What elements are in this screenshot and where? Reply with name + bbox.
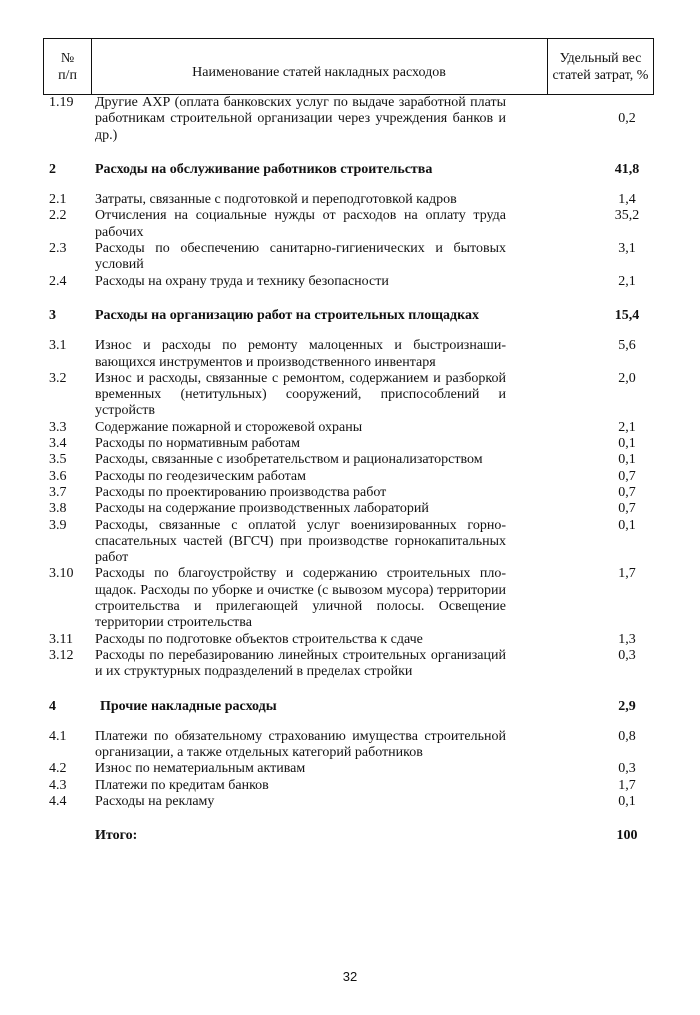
row-value: 15,4	[614, 307, 640, 323]
row-number: 2	[49, 161, 56, 177]
section-row	[0, 308, 700, 324]
header-weight-column	[548, 39, 653, 94]
row-value: 0,1	[618, 452, 636, 468]
table-row	[0, 208, 700, 241]
table-row	[0, 436, 700, 452]
row-value: 41,8	[614, 161, 640, 177]
table-row	[0, 566, 700, 631]
row-name: Расходы на охрану труда и технику безопасности	[95, 273, 389, 289]
table-row	[0, 501, 700, 517]
row-number: 2.1	[49, 192, 67, 208]
row-number: 3.2	[49, 370, 67, 386]
row-name: Содержание пожарной и сторожевой охраны	[95, 419, 363, 435]
row-name: Расходы по геодезическим работам	[95, 468, 306, 484]
row-number: 4.1	[49, 728, 67, 744]
row-value: 5,6	[618, 338, 636, 354]
row-value: 0,1	[618, 793, 636, 809]
total-value: 100	[616, 828, 638, 844]
table-row	[0, 632, 700, 648]
row-value: 0,3	[618, 761, 636, 777]
row-value: 1,7	[618, 777, 636, 793]
header-weight-line1: Удельный вес	[559, 50, 642, 66]
table-row	[0, 452, 700, 468]
row-number: 3.12	[49, 647, 74, 663]
row-value: 35,2	[614, 208, 640, 224]
row-name: Расходы по благоустройству и содержанию строительных площадок. Расходы по уборке и очистке (с вывозом мусора) территории строительства и прилегающей уличной полосы. Освещение территории строительства	[95, 566, 506, 631]
row-number: 3.8	[49, 501, 67, 517]
row-value: 1,4	[618, 192, 636, 208]
table-row	[0, 420, 700, 436]
row-name: Платежи по обязательному страхованию имущества строительной организации, а также отдельных категорий работников	[95, 728, 506, 761]
row-value: 0,7	[618, 484, 636, 500]
row-name: Расходы по нормативным работам	[95, 436, 301, 452]
row-name: Расходы на содержание производственных лабораторий	[95, 501, 429, 517]
table-header	[43, 38, 654, 95]
section-row	[0, 162, 700, 178]
row-number: 4.3	[49, 777, 67, 793]
row-name: Расходы по подготовке объектов строительства к сдаче	[95, 631, 423, 647]
row-number: 3.7	[49, 484, 67, 500]
row-name: Износ по нематериальным активам	[95, 761, 306, 777]
row-name: Другие АХР (оплата банковских услуг по выдаче заработной платы работникам строительной организации через учреждения банков и др.)	[95, 95, 506, 143]
row-number: 4.2	[49, 761, 67, 777]
row-number: 3.3	[49, 419, 67, 435]
row-number: 3.4	[49, 436, 67, 452]
row-value: 1,7	[618, 566, 636, 582]
table-row	[0, 192, 700, 208]
table-body	[0, 95, 700, 845]
row-name: Затраты, связанные с подготовкой и переподготовкой кадров	[95, 192, 457, 208]
row-value: 0,1	[618, 436, 636, 452]
table-row	[0, 794, 700, 810]
table-row	[0, 469, 700, 485]
row-name: Расходы на организацию работ на строительных площадках	[95, 307, 479, 323]
row-value: 3,1	[618, 241, 636, 257]
header-num-line1: №	[60, 50, 75, 66]
row-value: 0,7	[618, 501, 636, 517]
table-row	[0, 729, 700, 762]
row-name: Расходы, связанные с оплатой услуг военизированных горноспасательных частей (ВГСЧ) при производстве горнокапитальных работ	[95, 517, 506, 566]
row-number: 3.1	[49, 338, 67, 354]
table-row	[0, 371, 700, 420]
row-number: 3.9	[49, 517, 67, 533]
row-value: 2,0	[618, 370, 636, 386]
row-number: 1.19	[49, 95, 74, 110]
header-weight-line2: статей затрат, %	[552, 67, 649, 83]
section-row	[0, 699, 700, 715]
row-name: Расходы, связанные с изобретательством и рационализаторством	[95, 452, 483, 468]
row-number: 3.5	[49, 452, 67, 468]
table-row	[0, 485, 700, 501]
table-row	[0, 241, 700, 274]
row-value: 0,3	[618, 647, 636, 663]
table-row	[0, 274, 700, 290]
row-name: Расходы по перебазированию линейных строительных организаций и их структурных подразделений в пределах стройки	[95, 647, 506, 680]
row-name: Износ и расходы, связанные с ремонтом, содержанием и разборкой временных (нетитульных) сооружений, приспособлений и устройств	[95, 370, 506, 419]
row-value: 0,1	[618, 517, 636, 533]
table-row	[0, 338, 700, 371]
header-name-column	[91, 39, 548, 94]
row-value: 2,1	[618, 419, 636, 435]
row-value: 0,2	[618, 111, 636, 127]
header-num-line2: п/п	[58, 67, 77, 83]
row-name: Платежи по кредитам банков	[95, 777, 269, 793]
total-label: Итого:	[95, 828, 138, 844]
row-name: Износ и расходы по ремонту малоценных и быстроизнашивающихся инструментов и производственного инвентаря	[95, 338, 506, 370]
row-number: 3.10	[49, 566, 74, 582]
row-name: Расходы на обслуживание работников строительства	[95, 161, 433, 177]
row-number: 2.2	[49, 208, 67, 224]
table-row	[0, 518, 700, 567]
row-number: 2.3	[49, 241, 67, 257]
row-value: 2,9	[618, 698, 636, 714]
page-number: 32	[342, 969, 358, 984]
row-value: 1,3	[618, 631, 636, 647]
table-row	[0, 761, 700, 777]
row-number: 4	[49, 698, 56, 714]
row-value: 0,8	[618, 728, 636, 744]
row-number: 3.6	[49, 468, 67, 484]
table-row	[0, 778, 700, 794]
row-name: Расходы по обеспечению санитарно-гигиенических и бытовых условий	[95, 241, 506, 273]
table-row	[0, 648, 700, 681]
row-value: 2,1	[618, 273, 636, 289]
row-number: 3	[49, 307, 56, 323]
row-name: Расходы на рекламу	[95, 793, 215, 809]
table-row	[0, 95, 700, 144]
total-row	[0, 828, 700, 844]
row-name: Прочие накладные расходы	[100, 698, 277, 714]
row-name: Расходы по проектированию производства работ	[95, 484, 387, 500]
row-number: 4.4	[49, 793, 67, 809]
header-number-column	[44, 39, 92, 94]
row-number: 2.4	[49, 273, 67, 289]
row-value: 0,7	[618, 468, 636, 484]
row-name: Отчисления на социальные нужды от расходов на оплату труда рабочих	[95, 208, 506, 240]
row-number: 3.11	[49, 631, 73, 647]
header-name: Наименование статей накладных расходов	[192, 65, 446, 81]
